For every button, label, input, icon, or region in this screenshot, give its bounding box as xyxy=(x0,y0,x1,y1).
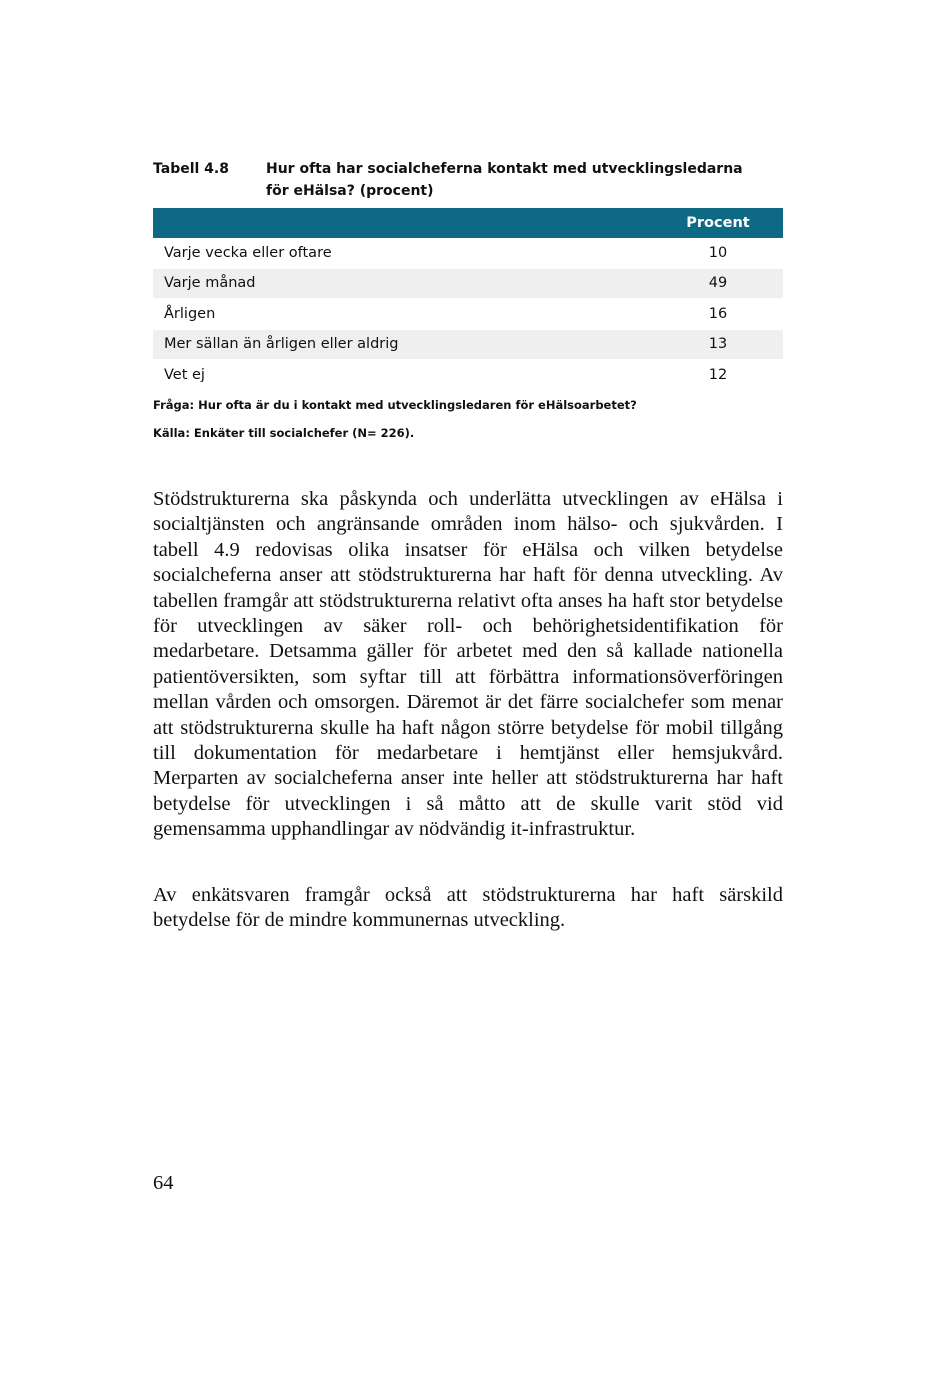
table-row xyxy=(153,329,783,360)
body-paragraph-2: Av enkätsvaren framgår också att stödstrukturerna har haft särskild betydelse för de mindre kommunernas utveckling. xyxy=(153,884,783,932)
table-row xyxy=(153,268,783,299)
table-title: Hur ofta har socialcheferna kontakt med utvecklingsledarna för eHälsa? (procent) xyxy=(266,161,743,199)
body-paragraph-1: Stödstrukturerna ska påskynda och underlätta utvecklingen av eHälsa i socialtjänsten och angränsande områden inom hälso- och sjukvården. I tabell 4.9 redovisas olika insatser för eHälsa och vilken betydelse socialcheferna anser att stödstrukturerna har haft för denna utveckling. Av tabellen framgår att stödstrukturerna relativt ofta anses ha haft stor betydelse för utvecklingen av säker roll- och behörighetsidentifikation för medarbetare. Detsamma gäller för arbetet med den så kallade nationella patientöversikten, som syftar till att förbättra informationsöverföringen mellan vården och omsorgen. Däremot är det färre socialchefer som menar att stödstrukturerna skulle ha haft någon större betydelse för mobil tillgång till dokumentation för medarbetare i hemtjänst eller hemsjukvård. Merparten av socialcheferna anser inte heller att stödstrukturerna har haft betydelse för utvecklingen i så måtto att de skulle varit stöd vid gemensamma upphandlingar av nödvändig it-infrastruktur. xyxy=(153,488,783,841)
table-row xyxy=(153,299,783,330)
row-label: Varje vecka eller oftare xyxy=(153,238,653,268)
row-label: Mer sällan än årligen eller aldrig xyxy=(153,329,653,360)
table-number: Tabell 4.8 xyxy=(153,161,229,177)
row-label: Vet ej xyxy=(153,360,653,391)
table-header-row xyxy=(153,208,783,238)
question-note: Fråga: Hur ofta är du i kontakt med utvecklingsledaren för eHälsoarbetet? xyxy=(153,398,637,412)
row-label: Årligen xyxy=(153,299,653,330)
table-header-label xyxy=(153,208,653,238)
table-row xyxy=(153,238,783,268)
row-value: 10 xyxy=(653,238,783,268)
source-note: Källa: Enkäter till socialchefer (N= 226). xyxy=(153,426,415,440)
page-number: 64 xyxy=(153,1172,174,1194)
table-header-procent: Procent xyxy=(653,208,783,238)
row-value: 49 xyxy=(653,268,783,299)
row-value: 12 xyxy=(653,360,783,391)
row-value: 16 xyxy=(653,299,783,330)
row-value: 13 xyxy=(653,329,783,360)
frequency-table xyxy=(153,208,783,391)
table-row xyxy=(153,360,783,391)
row-label: Varje månad xyxy=(153,268,653,299)
